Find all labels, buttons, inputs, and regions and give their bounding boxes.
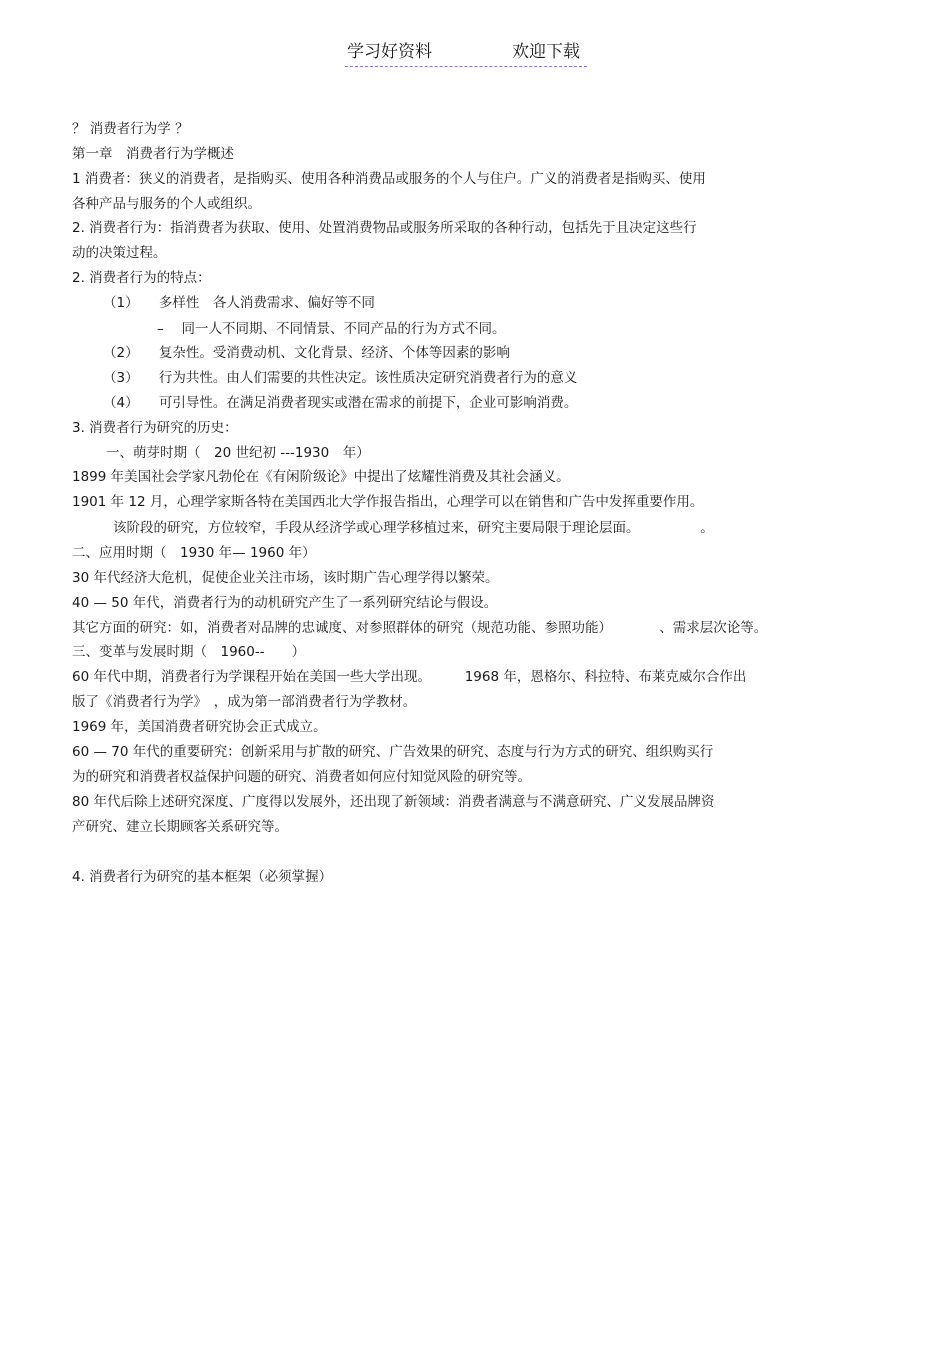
- period-heading: 二、应用时期（ 1930 年— 1960 年）: [72, 545, 316, 561]
- paragraph-line: 为的研究和消费者权益保护问题的研究、消费者如何应付知觉风险的研究等。: [72, 769, 531, 785]
- paragraph-line: 60 — 70 年代的重要研究：创新采用与扩散的研究、广告效果的研究、态度与行为方式的研究、组织购买行: [72, 744, 714, 760]
- period-heading: 三、变革与发展时期（ 1960-- ）: [72, 644, 306, 660]
- paragraph-line: 1901 年 12 月，心理学家斯各特在美国西北大学作报告指出，心理学可以在销售和广告中发挥重要作用。: [72, 494, 704, 510]
- period-heading: 一、萌芽时期（ 20 世纪初 ---1930 年）: [106, 445, 370, 461]
- paragraph-line: 其它方面的研究：如，消费者对品牌的忠诚度、对参照群体的研究（规范功能、参照功能） 、需求层次论等。: [72, 620, 768, 636]
- paragraph-line: 1969 年，美国消费者研究协会正式成立。: [72, 719, 327, 735]
- list-item: （2） 复杂性。受消费动机、文化背景、经济、个体等因素的影响: [103, 345, 510, 361]
- list-item-sub: – 同一人不同期、不同情景、不同产品的行为方式不同。: [157, 321, 506, 337]
- section-heading: 4. 消费者行为研究的基本框架（必须掌握）: [72, 869, 333, 885]
- paragraph-line: 1899 年美国社会学家凡勃伦在《有闲阶级论》中提出了炫耀性消费及其社会涵义。: [72, 469, 570, 485]
- list-item: （4） 可引导性。在满足消费者现实或潜在需求的前提下，企业可影响消费。: [103, 395, 578, 411]
- paragraph-line: 2. 消费者行为：指消费者为获取、使用、处置消费物品或服务所采取的各种行动，包括先于且决定这些行: [72, 220, 697, 236]
- chapter-heading: 第一章 消费者行为学概述: [72, 146, 234, 162]
- section-heading: 2. 消费者行为的特点：: [72, 270, 211, 286]
- paragraph-line: 40 — 50 年代，消费者行为的动机研究产生了一系列研究结论与假设。: [72, 595, 498, 611]
- paragraph-line: 30 年代经济大危机，促使企业关注市场，该时期广告心理学得以繁荣。: [72, 570, 499, 586]
- paragraph-line: 60 年代中期，消费者行为学课程开始在美国一些大学出现。 1968 年，恩格尔、科拉特、布莱克威尔合作出: [72, 669, 747, 685]
- paragraph-line: 80 年代后除上述研究深度、广度得以发展外，还出现了新领域：消费者满意与不满意研究、广义发展品牌资: [72, 794, 715, 810]
- header-right-text: 欢迎下载: [512, 42, 580, 62]
- paragraph-line: 动的决策过程。: [72, 245, 167, 261]
- page-header: [345, 40, 587, 67]
- paragraph-line: 版了《消费者行为学》 ，成为第一部消费者行为学教材。: [72, 694, 417, 710]
- section-heading: 3. 消费者行为研究的历史：: [72, 420, 238, 436]
- paragraph-line: 1 消费者：狭义的消费者，是指购买、使用各种消费品或服务的个人与住户。广义的消费者是指购买、使用: [72, 171, 706, 187]
- paragraph-line: 各种产品与服务的个人或组织。: [72, 196, 261, 212]
- paragraph-line: 该阶段的研究，方位较窄，手段从经济学或心理学移植过来，研究主要局限于理论层面。 。: [113, 520, 714, 536]
- header-left-text: 学习好资料: [347, 42, 432, 62]
- list-item: （3） 行为共性。由人们需要的共性决定。该性质决定研究消费者行为的意义: [103, 370, 578, 386]
- list-item: （1） 多样性 各人消费需求、偏好等不同: [103, 295, 375, 311]
- paragraph-line: 产研究、建立长期顾客关系研究等。: [72, 819, 288, 835]
- doc-title: ？ 消费者行为学 ？: [72, 121, 189, 137]
